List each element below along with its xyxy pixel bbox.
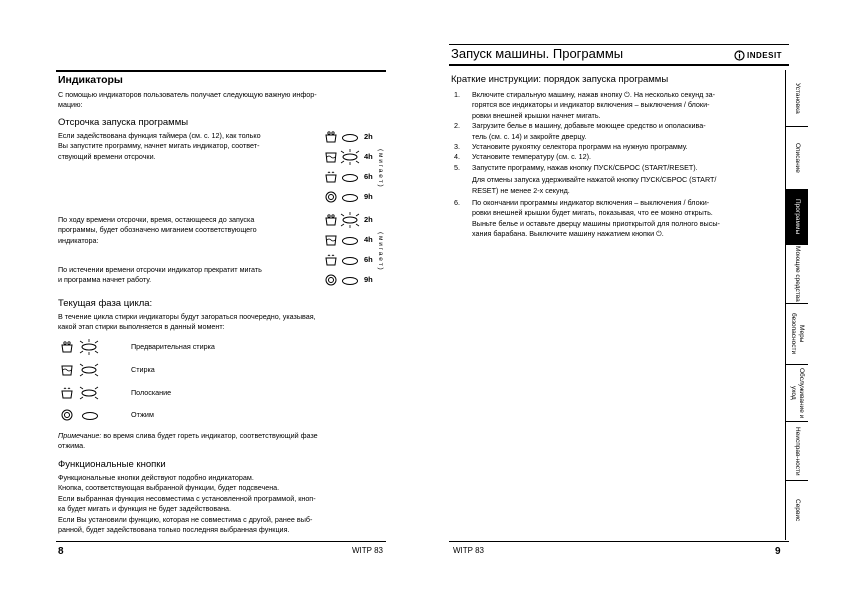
label-2h: 2h: [364, 132, 373, 141]
section-tabs: [785, 70, 808, 540]
top-rule: [449, 44, 789, 45]
right-page: [421, 0, 842, 595]
page-title: Запуск машины. Программы: [451, 46, 624, 61]
phase-list: [58, 339, 358, 427]
step-3: 3. Установите рукоятку селектора программ на нужную программу.: [454, 142, 688, 152]
page-number: 9: [775, 546, 781, 557]
subtitle: Краткие инструкции: порядок запуска программы: [451, 74, 669, 85]
indicator-6h: [342, 257, 358, 265]
phase-item-label: Отжим: [131, 410, 154, 419]
delay-text-2: По ходу времени отсрочки, время, остающееся до запуска программы, будет обозначено миганием соответствующего индикатора:: [58, 215, 257, 245]
phase-item-label: Предварительная стирка: [131, 342, 215, 351]
prewash-icon: [60, 341, 74, 353]
wash-icon: [324, 151, 338, 163]
delay-text-3: По истечении времени отсрочки индикатор прекратит мигать и программа начнет работу.: [58, 265, 262, 285]
delay-heading: Отсрочка запуска программы: [58, 117, 189, 128]
phase-heading: Текущая фаза цикла:: [58, 298, 153, 309]
blinking-label: ( м и г а е т ): [377, 149, 384, 187]
rinse-icon: [60, 387, 74, 399]
label-4h: 4h: [364, 152, 373, 161]
model-label: WITP 83: [453, 546, 484, 555]
title-rule: [449, 64, 789, 66]
brand-logo: INDESIT: [734, 50, 782, 61]
page-number: 8: [58, 546, 64, 557]
bottom-rule: [449, 541, 789, 542]
brand-i-icon: [734, 50, 745, 61]
indicator-panel-1: [322, 131, 392, 205]
label-2h: 2h: [364, 215, 373, 224]
prewash-icon: [324, 214, 338, 226]
wash-icon: [324, 234, 338, 246]
func-text: Функциональные кнопки действуют подобно индикаторам. Кнопка, соответствующая выбранной функции, будет подсвечена. Если выбранная функция несовместима с установленной программой, кноп- ка будет мигать и функция не будет задействована. Если Вы установили функцию, которая не совместима с другой, ранее выб- ранной, будет задействована только последняя выбранная функция.: [58, 473, 316, 535]
blinking-indicator: [78, 362, 100, 378]
tab-servis[interactable]: Сервис: [794, 498, 801, 522]
top-rule: [56, 70, 386, 72]
tab-obsluzhivanie[interactable]: Обслуживание и уход: [786, 365, 808, 422]
blinking-indicator: [78, 385, 100, 401]
model-label: WITP 83: [352, 546, 383, 555]
bottom-rule: [56, 541, 386, 542]
step-5: 5. Запустите программу, нажав кнопку ПУСК/СБРОС (START/RESET).: [454, 162, 698, 172]
phase-item-label: Стирка: [131, 365, 155, 374]
steps-list: [454, 90, 794, 240]
delay-text-1: Если задействована функция таймера (см. с. 12), как только Вы запустите программу, начнет мигать индикатор, соответ- ствующий времени отсрочки.: [58, 131, 261, 161]
tab-opisanie[interactable]: Описание: [786, 127, 808, 190]
label-9h: 9h: [364, 275, 373, 284]
blinking-label: ( м и г а е т ): [377, 232, 384, 270]
indicator-panel-2: [322, 214, 392, 288]
indicator-4h: [342, 237, 358, 245]
tab-mery[interactable]: Меры безопасности: [786, 304, 808, 365]
phase-item-label: Полоскание: [131, 388, 172, 397]
note-text: Примечание: во время слива будет гореть индикатор, соответствующий фазе отжима.: [58, 431, 318, 451]
blinking-indicator-2h: [339, 212, 361, 228]
tab-moyushchie[interactable]: Моющие средства: [786, 245, 808, 304]
label-4h: 4h: [364, 235, 373, 244]
indicator-2h: [342, 134, 358, 142]
label-6h: 6h: [364, 255, 373, 264]
step-2: 2. Загрузите белье в машину, добавьте моющее средство и ополаскива- тель (см. с. 14) и закройте дверцу.: [454, 121, 706, 141]
blinking-indicator: [78, 339, 100, 355]
phase-text: В течение цикла стирки индикаторы будут загораться поочередно, указывая, какой этап стирки выполняется в данный момент:: [58, 312, 316, 332]
wash-icon: [60, 364, 74, 376]
intro-text: С помощью индикаторов пользователь получает следующую важную инфор- мацию:: [58, 90, 317, 110]
spin-icon: [324, 274, 338, 286]
tab-ustanovka[interactable]: Установка: [786, 70, 808, 127]
label-9h: 9h: [364, 192, 373, 201]
indicator-6h: [342, 174, 358, 182]
indicator: [82, 412, 98, 420]
blinking-indicator-4h: [339, 149, 361, 165]
step-6: 6. По окончании программы индикатор включения – выключения / блоки- ровки внешней крышки будет мигать, показывая, что ее можно открыть. Выньте белье и оставьте дверцу машины приоткрытой для полного высы- хания барабана. Выключите машину нажатием кнопки ⏻.: [454, 198, 720, 239]
tab-neispravnosti[interactable]: Неисправ-ности: [786, 422, 808, 481]
step-5-note: Для отмены запуска удерживайте нажатой кнопку ПУСК/СБРОС (START/ RESET) не менее 2-х секунд.: [472, 175, 717, 195]
label-6h: 6h: [364, 172, 373, 181]
page-title: Индикаторы: [58, 74, 123, 86]
rinse-icon: [324, 254, 338, 266]
spin-icon: [60, 409, 74, 421]
rinse-icon: [324, 171, 338, 183]
step-1: 1. Включите стиральную машину, нажав кнопку ⏻. На несколько секунд за- горятся все индикаторы и индикатор включения – выключения / блоки- ровки внешней крышки начнет мигать.: [454, 90, 716, 120]
indicator-9h: [342, 277, 358, 285]
prewash-icon: [324, 131, 338, 143]
spin-icon: [324, 191, 338, 203]
func-heading: Функциональные кнопки: [58, 459, 166, 470]
indicator-9h: [342, 194, 358, 202]
tab-programmy[interactable]: Программы: [786, 190, 808, 245]
step-4: 4. Установите температуру (см. с. 12).: [454, 152, 592, 162]
